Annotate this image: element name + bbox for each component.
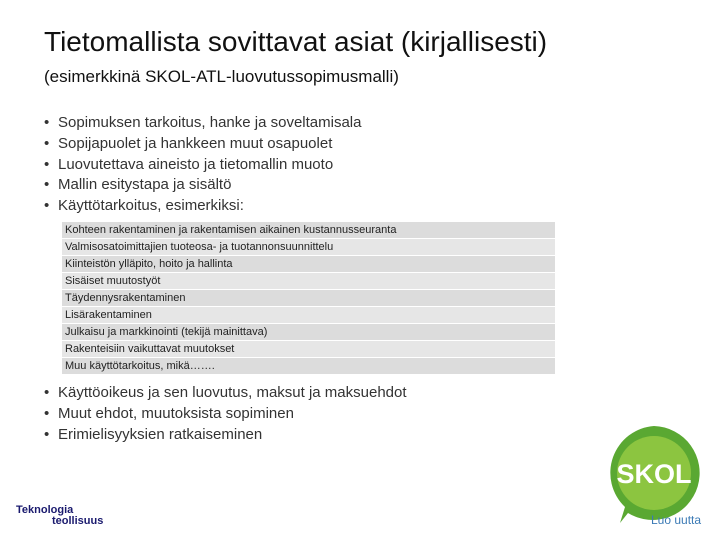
usage-example-row: Kiinteistön ylläpito, hoito ja hallinta: [62, 256, 555, 273]
bullet-marker: •: [44, 176, 50, 194]
bullet-text: Muut ehdot, muutoksista sopiminen: [58, 405, 294, 422]
skol-logo-text: SKOL: [616, 459, 692, 489]
bullet-item: [44, 113, 362, 134]
usage-examples-table: [62, 222, 555, 375]
bullet-marker: •: [44, 114, 50, 131]
bullet-marker: •: [44, 197, 50, 215]
usage-example-row: Sisäiset muutostyöt: [62, 273, 555, 290]
slide-subtitle: (esimerkkinä SKOL-ATL-luovutussopimusmalli): [44, 67, 399, 86]
bullet-item: [44, 175, 362, 196]
usage-example-row: Muu käyttötarkoitus, mikä…….: [62, 358, 555, 375]
bullet-text: Käyttöoikeus ja sen luovutus, maksut ja maksuehdot: [58, 384, 407, 401]
usage-example-row: Kohteen rakentaminen ja rakentamisen aikainen kustannusseuranta: [62, 222, 555, 239]
logo-text-line2: teollisuus: [52, 515, 104, 527]
bullet-marker: •: [44, 405, 50, 422]
bullet-marker: •: [44, 134, 50, 152]
bullet-marker: •: [44, 155, 50, 173]
usage-example-row: Täydennysrakentaminen: [62, 290, 555, 307]
bullet-text: Erimielisyyksien ratkaiseminen: [58, 426, 263, 443]
bullet-marker: •: [44, 384, 50, 401]
usage-example-row: Rakenteisiin vaikuttavat muutokset: [62, 341, 555, 358]
teknologiateollisuus-logo: [16, 505, 103, 527]
bullet-item: [44, 134, 362, 155]
bullet-item: [44, 382, 407, 403]
bullet-item: [44, 424, 407, 445]
bullet-text: Sopimuksen tarkoitus, hanke ja soveltamisala: [58, 114, 362, 131]
bullet-marker: •: [44, 426, 50, 443]
bullet-text: Sopijapuolet ja hankkeen muut osapuolet: [58, 134, 333, 152]
bullet-text: Mallin esitystapa ja sisältö: [58, 176, 232, 194]
bullet-item: [44, 196, 362, 217]
bullet-list-bottom: [44, 382, 407, 445]
logo-text-line1: Teknologia: [16, 504, 74, 516]
bullet-text: Käyttötarkoitus, esimerkiksi:: [58, 197, 244, 215]
bullet-item: [44, 403, 407, 424]
bullet-item: [44, 155, 362, 176]
bullet-text: Luovutettava aineisto ja tietomallin muoto: [58, 155, 334, 173]
usage-example-row: Julkaisu ja markkinointi (tekijä mainittava): [62, 324, 555, 341]
bullet-list-top: [44, 113, 362, 217]
usage-example-row: Lisärakentaminen: [62, 307, 555, 324]
slide-title: Tietomallista sovittavat asiat (kirjallisesti): [44, 26, 548, 57]
skol-tagline: Luo uutta: [651, 513, 702, 527]
usage-example-row: Valmisosatoimittajien tuoteosa- ja tuotannonsuunnittelu: [62, 239, 555, 256]
